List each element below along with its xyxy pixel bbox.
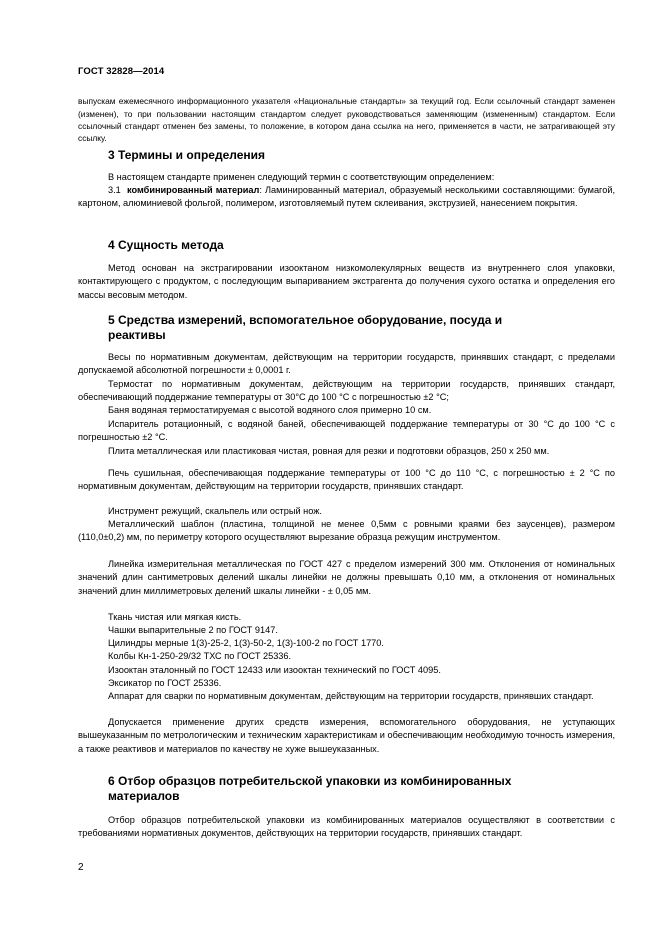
equipment-item: Чашки выпарительные 2 по ГОСТ 9147. — [108, 625, 278, 635]
equipment-item: Испаритель ротационный, с водяной баней, обеспечивающей поддержание температуры от 30 °С до 100 °С с погрешностью ±2 °С. — [78, 419, 615, 443]
definition-number: 3.1 — [108, 185, 121, 195]
equipment-item: Инструмент режущий, скальпель или острый нож. — [108, 506, 322, 516]
section-5-heading — [108, 313, 502, 343]
section-6-heading-line1: 6 Отбор образцов потребительской упаковки из комбинированных — [108, 774, 512, 788]
equipment-item: Аппарат для сварки по нормативным документам, действующим на территории государств, принявших стандарт. — [108, 691, 594, 701]
equipment-item: Металлический шаблон (пластина, толщиной не менее 0,5мм с ровными краями без заусенцев), размером (110,0±0,2) мм, по периметру которого осуществляют вырезание образца режущим инструментом. — [78, 519, 615, 543]
equipment-item: Ткань чистая или мягкая кисть. — [108, 612, 242, 622]
page-number: 2 — [78, 862, 84, 873]
equipment-item: Плита металлическая или пластиковая чистая, ровная для резки и подготовки образцов, 250 х 250 мм. — [108, 446, 550, 456]
equipment-item: Весы по нормативным документам, действующим на территории государств, принявших стандарт, с пределами допускаемой абсолютной погрешности ± 0,0001 г. — [78, 352, 615, 376]
equipment-item: Эксикатор по ГОСТ 25336. — [108, 678, 222, 688]
equipment-item: Линейка измерительная металлическая по ГОСТ 427 с пределом измерений 300 мм. Отклонения от номинальных значений длин сантиметровых делений шкалы линейки не должны превышать 0,10 мм, а отклонения от номинальных значений длин миллиметровых делений шкалы линейки - ± 0,05 мм. — [78, 559, 615, 596]
section-5-heading-line2: реактивы — [108, 328, 166, 342]
section-3-paragraph: В настоящем стандарте применен следующий термин с соответствующим определением: — [108, 172, 495, 182]
equipment-item: Печь сушильная, обеспечивающая поддержание температуры от 100 °С до 110 °С, с погрешностью ± 2 °С по нормативным документам, действующим на территории государств, принявших стандарт. — [78, 468, 615, 492]
document-header: ГОСТ 32828—2014 — [78, 66, 165, 77]
equipment-item: Допускается применение других средств измерения, вспомогательного оборудования, не уступающих вышеуказанным по метрологическим и техническим характеристикам и обеспечивающим необходимую точность измерения, а также реактивов и материалов по качеству не хуже вышеуказанных. — [78, 717, 615, 754]
equipment-item: Цилиндры мерные 1(3)-25-2, 1(3)-50-2, 1(3)-100-2 по ГОСТ 1770. — [108, 638, 384, 648]
equipment-item: Изооктан эталонный по ГОСТ 12433 или изооктан технический по ГОСТ 4095. — [108, 665, 441, 675]
section-5-heading-line1: 5 Средства измерений, вспомогательное оборудование, посуда и — [108, 313, 503, 327]
definition-term: комбинированный материал — [127, 185, 260, 195]
section-6-heading-line2: материалов — [108, 789, 180, 803]
definition-3-1 — [78, 184, 615, 211]
section-3-heading: 3 Термины и определения — [108, 148, 266, 162]
section-6-heading — [108, 774, 511, 804]
intro-paragraph: выпускам ежемесячного информационного указателя «Национальные стандарты» за текущий год. Если ссылочный стандарт заменен (изменен), то при пользовании настоящим стандартом следует руководствоваться заменяющим (измененным) стандартом. Если ссылочный стандарт отменен без замены, то положение, в котором дана ссылка на него, применяется в части, не затрагивающей эту ссылку. — [78, 96, 615, 144]
section-4-paragraph: Метод основан на экстрагировании изооктаном низкомолекулярных веществ из внутреннего слоя упаковки, контактирующего с продуктом, с последующим выпариванием экстрагента до получения сухого остатка и определения его массы весовым методом. — [78, 263, 615, 300]
equipment-item: Колбы Кн-1-250-29/32 ТХС по ГОСТ 25336. — [108, 651, 292, 661]
definition-text: : Ламинированный материал, образуемый несколькими составляющими: бумагой, картоном, алюминиевой фольгой, полимером, изготовляемый путем склеивания, экструзией, нанесением покрытия. — [78, 185, 616, 209]
equipment-item: Баня водяная термостатируемая с высотой водяного слоя примерно 10 см. — [108, 405, 432, 415]
section-6-paragraph: Отбор образцов потребительской упаковки из комбинированных материалов осуществляют в соответствии с требованиями нормативных документов, действующих на территории государств, принявших стандарт. — [78, 815, 615, 839]
section-4-heading: 4 Сущность метода — [108, 238, 224, 252]
equipment-item: Термостат по нормативным документам, действующим на территории государств, принявших стандарт, обеспечивающий поддержание температуры от 30°С до 100 °С с погрешностью ±2 °С; — [78, 379, 615, 403]
